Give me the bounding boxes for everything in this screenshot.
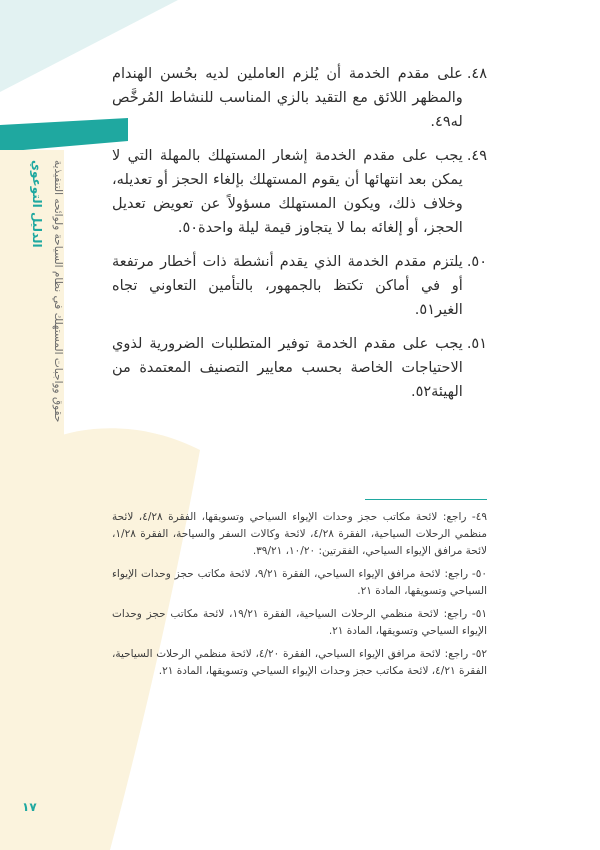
- item-number: ٤٨.: [466, 66, 487, 82]
- footnote: ٤٩- راجع: لائحة مكاتب حجز وحدات الإيواء السياحي وتسويقها، الفقرة ٤/٢٨، لائحة منظمي الرحلات السياحية، الفقرة ٤/٢٨، لائحة وكالات السفر والسياحة، الفقرة ١/٢٨، لائحة مرافق الإيواء السياحي، الفقرتين: ١٠/٢٠، ٣٩/٢١.: [112, 511, 488, 557]
- footnote-divider: [365, 499, 487, 500]
- footnote: ٥٠- راجع: لائحة مرافق الإيواء السياحي، الفقرة ٩/٢١، لائحة مكاتب حجز وحدات الإيواء السياحي وتسويقها، المادة ٢١.: [112, 568, 488, 597]
- item-number: ٥٠.: [466, 254, 487, 270]
- main-content: [112, 62, 487, 414]
- item-number: ٤٩.: [466, 148, 487, 164]
- page-number: ١٧: [22, 800, 37, 814]
- list-item: [112, 62, 487, 134]
- item-text: يلتزم مقدم الخدمة الذي يقدم أنشطة ذات أخطار مرتفعة أو في أماكن تكتظ بالجمهور، بالتأمين التعاوني تجاه الغير٥١.: [112, 254, 463, 318]
- teal-accent-band: [0, 118, 128, 152]
- item-text: على مقدم الخدمة أن يُلزم العاملين لديه بحُسن الهندام والمظهر اللائق مع التقيد بالزي المناسب للنشاط المُرخَّص له٤٩.: [112, 66, 463, 130]
- item-text: يجب على مقدم الخدمة توفير المتطلبات الضرورية لذوي الاحتياجات الخاصة بحسب معايير التصنيف المعتمدة من الهيئة٥٢.: [112, 336, 463, 400]
- sidebar-title: [22, 160, 66, 460]
- sidebar-guide-title: الدليل التوعوي: [30, 160, 44, 248]
- list-item: [112, 250, 487, 322]
- list-item: [112, 144, 487, 240]
- footnote: ٥٢- راجع: لائحة مرافق الإيواء السياحي، الفقرة ٤/٢٠، لائحة منظمي الرحلات السياحية، الفقرة ٤/٢١، لائحة مكاتب حجز وحدات الإيواء السياحي وتسويقها، المادة ٢١.: [112, 648, 487, 677]
- footnote: ٥١- راجع: لائحة منظمي الرحلات السياحية، الفقرة ١٩/٢١، لائحة مكاتب حجز وحدات الإيواء السياحي وتسويقها، المادة ٢١.: [112, 608, 487, 637]
- list-item: [112, 332, 487, 404]
- item-number: ٥١.: [466, 336, 487, 352]
- footnotes: [112, 509, 487, 686]
- item-text: يجب على مقدم الخدمة إشعار المستهلك بالمهلة التي لا يمكن بعد انتهائها أن يقوم المستهلك بإلغاء الحجز أو تعديله، وخلاف ذلك، ويكون المستهلك مسؤولاً عن تعويض تعديل الحجز، أو إلغائه بما لا يتجاوز قيمة ليلة واحدة٥٠.: [112, 148, 463, 236]
- sidebar-guide-subtitle: حقوق وواجبات المستهلك في نظام السياحة ولوائحه التنفيذية: [52, 160, 64, 423]
